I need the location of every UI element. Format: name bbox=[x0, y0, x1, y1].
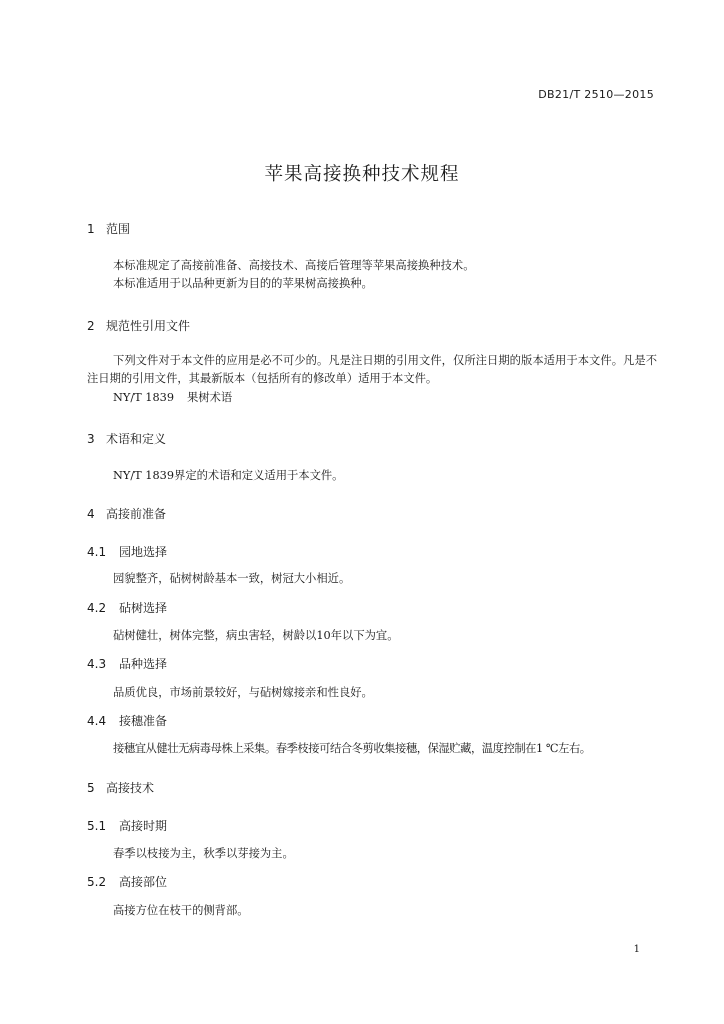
subsection-5-1-heading bbox=[87, 817, 167, 834]
section-title: 高接技术 bbox=[106, 781, 155, 795]
reference-title: 果树术语 bbox=[187, 391, 233, 404]
reference-code: NY/T 1839 bbox=[113, 391, 175, 404]
subsection-title: 高接时期 bbox=[119, 819, 168, 833]
section-3-paragraph-1: NY/T 1839界定的术语和定义适用于本文件。 bbox=[113, 469, 344, 482]
subsection-title: 高接部位 bbox=[119, 875, 168, 889]
subsection-4-4-heading bbox=[87, 712, 167, 729]
subsection-number: 4.1 bbox=[87, 545, 107, 559]
section-1-paragraph-2: 本标准适用于以品种更新为目的的苹果树高接换种。 bbox=[113, 277, 373, 290]
subsection-5-1-text: 春季以枝接为主，秋季以芽接为主。 bbox=[113, 847, 294, 860]
subsection-number: 5.1 bbox=[87, 819, 107, 833]
subsection-4-2-heading bbox=[87, 599, 167, 616]
normative-reference bbox=[87, 389, 657, 407]
subsection-5-2-heading bbox=[87, 873, 167, 890]
section-title: 范围 bbox=[106, 222, 131, 236]
section-3-heading bbox=[87, 430, 166, 447]
section-1-heading bbox=[87, 220, 130, 237]
section-number: 1 bbox=[87, 222, 95, 236]
subsection-number: 4.2 bbox=[87, 601, 107, 615]
subsection-title: 砧树选择 bbox=[119, 601, 168, 615]
subsection-title: 接穗准备 bbox=[119, 714, 168, 728]
section-number: 5 bbox=[87, 781, 95, 795]
section-title: 高接前准备 bbox=[106, 507, 167, 521]
section-1-paragraph-1: 本标准规定了高接前准备、高接技术、高接后管理等苹果高接换种技术。 bbox=[113, 259, 475, 272]
section-2-heading bbox=[87, 317, 190, 334]
section-4-heading bbox=[87, 505, 166, 522]
section-number: 3 bbox=[87, 432, 95, 446]
subsection-4-3-text: 品质优良，市场前景较好，与砧树嫁接亲和性良好。 bbox=[113, 686, 373, 699]
subsection-number: 4.4 bbox=[87, 714, 107, 728]
section-5-heading bbox=[87, 779, 154, 796]
subsection-title: 品种选择 bbox=[119, 657, 168, 671]
page-number: 1 bbox=[633, 944, 640, 955]
subsection-4-1-heading bbox=[87, 543, 167, 560]
subsection-4-3-heading bbox=[87, 655, 167, 672]
subsection-5-2-text: 高接方位在枝干的侧背部。 bbox=[113, 904, 249, 917]
section-number: 4 bbox=[87, 507, 95, 521]
subsection-title: 园地选择 bbox=[119, 545, 168, 559]
subsection-4-2-text: 砧树健壮，树体完整，病虫害轻，树龄以10年以下为宜。 bbox=[113, 629, 399, 642]
standard-code: DB21/T 2510—2015 bbox=[538, 88, 654, 101]
section-2-paragraph-1: 下列文件对于本文件的应用是必不可少的。凡是注日期的引用文件，仅所注日期的版本适用于本文件。凡是不注日期的引用文件，其最新版本（包括所有的修改单）适用于本文件。 bbox=[87, 354, 657, 385]
subsection-number: 5.2 bbox=[87, 875, 107, 889]
subsection-4-1-text: 园貌整齐，砧树树龄基本一致，树冠大小相近。 bbox=[113, 572, 351, 585]
subsection-number: 4.3 bbox=[87, 657, 107, 671]
subsection-4-4-text: 接穗宜从健壮无病毒母株上采集。春季枝接可结合冬剪收集接穗，保湿贮藏，温度控制在1 ℃左右。 bbox=[113, 742, 591, 755]
section-title: 术语和定义 bbox=[106, 432, 167, 446]
section-title: 规范性引用文件 bbox=[106, 319, 191, 333]
section-number: 2 bbox=[87, 319, 95, 333]
document-title: 苹果高接换种技术规程 bbox=[264, 164, 460, 185]
